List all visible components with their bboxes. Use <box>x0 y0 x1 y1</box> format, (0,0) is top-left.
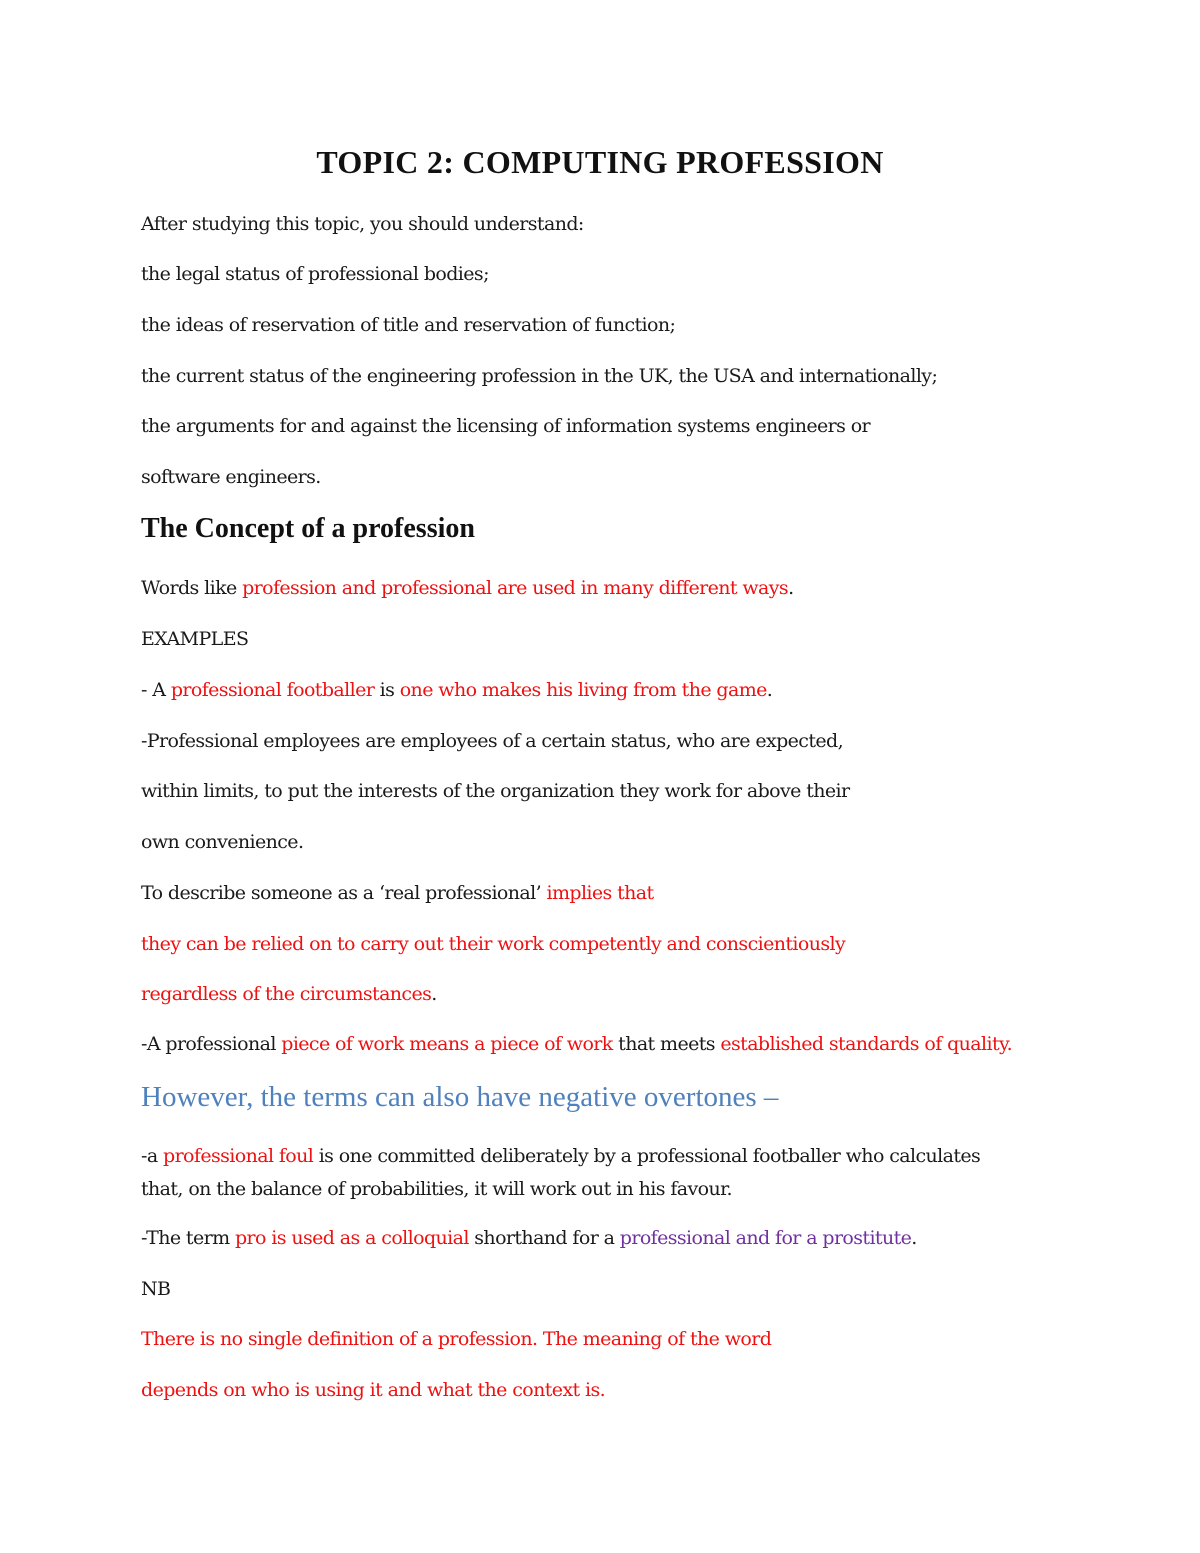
text-run: -A professional <box>141 1033 282 1055</box>
example-real-professional <box>141 881 654 905</box>
highlight-text: professional foul <box>163 1145 314 1167</box>
conclusion-line: There is no single definition of a profession. The meaning of the word <box>141 1328 772 1350</box>
objectives-intro: After studying this topic, you should understand: <box>141 213 584 235</box>
objective-item: the current status of the engineering profession in the UK, the USA and internationally; <box>141 365 938 387</box>
objective-item: software engineers. <box>141 466 321 488</box>
highlight-text: profession and professional are used in many different ways <box>242 577 789 599</box>
objective-item: the legal status of professional bodies; <box>141 263 489 285</box>
highlight-text: piece of work means a piece of work <box>281 1033 613 1055</box>
text-run: . <box>788 577 794 599</box>
text-run: - A <box>141 679 171 701</box>
text-run: -a <box>141 1145 163 1167</box>
highlight-text: one who makes his living from the game <box>399 679 767 701</box>
highlight-text: implies that <box>546 882 654 904</box>
text-run: To describe someone as a ‘real professional’ <box>141 882 547 904</box>
example-professional-foul <box>141 1144 980 1168</box>
example-real-professional-cont: they can be relied on to carry out their work competently and conscientiously <box>141 933 846 955</box>
highlight-text: professional footballer <box>170 679 375 701</box>
objective-item: the ideas of reservation of title and reservation of function; <box>141 314 676 336</box>
section-heading-concept: The Concept of a profession <box>141 513 475 544</box>
text-run: shorthand for a <box>468 1227 620 1249</box>
page-title: TOPIC 2: COMPUTING PROFESSION <box>316 144 884 180</box>
highlight-text: professional and for a prostitute <box>619 1227 912 1249</box>
text-run: -The term <box>141 1227 235 1249</box>
text-run: that meets <box>612 1033 721 1055</box>
example-professional-foul-cont: that, on the balance of probabilities, it will work out in his favour. <box>141 1178 732 1200</box>
example-employees-line: own convenience. <box>141 831 304 853</box>
highlight-text: regardless of the circumstances <box>141 983 432 1005</box>
example-footballer <box>141 678 772 702</box>
text-run: . <box>431 983 437 1005</box>
section-heading-negative: However, the terms can also have negative overtones – <box>141 1081 779 1113</box>
paragraph-words-like <box>141 576 794 600</box>
highlight-text: established standards of quality. <box>720 1033 1013 1055</box>
text-run: is <box>374 679 400 701</box>
highlight-text: pro is used as a colloquial <box>234 1227 469 1249</box>
nb-label: NB <box>141 1278 171 1300</box>
example-employees-line: within limits, to put the interests of the organization they work for above their <box>141 780 850 802</box>
text-run: . <box>911 1227 917 1249</box>
example-piece-of-work <box>141 1032 1012 1056</box>
example-employees-line: -Professional employees are employees of a certain status, who are expected, <box>141 730 844 752</box>
text-run: Words like <box>141 577 243 599</box>
example-real-professional-cont <box>141 982 437 1006</box>
text-run: . <box>766 679 773 701</box>
text-run: is one committed deliberately by a professional footballer who calculates <box>313 1145 981 1167</box>
objective-item: the arguments for and against the licensing of information systems engineers or <box>141 415 871 437</box>
examples-label: EXAMPLES <box>141 628 249 650</box>
conclusion-line: depends on who is using it and what the context is. <box>141 1379 606 1401</box>
example-pro-term <box>141 1226 917 1250</box>
